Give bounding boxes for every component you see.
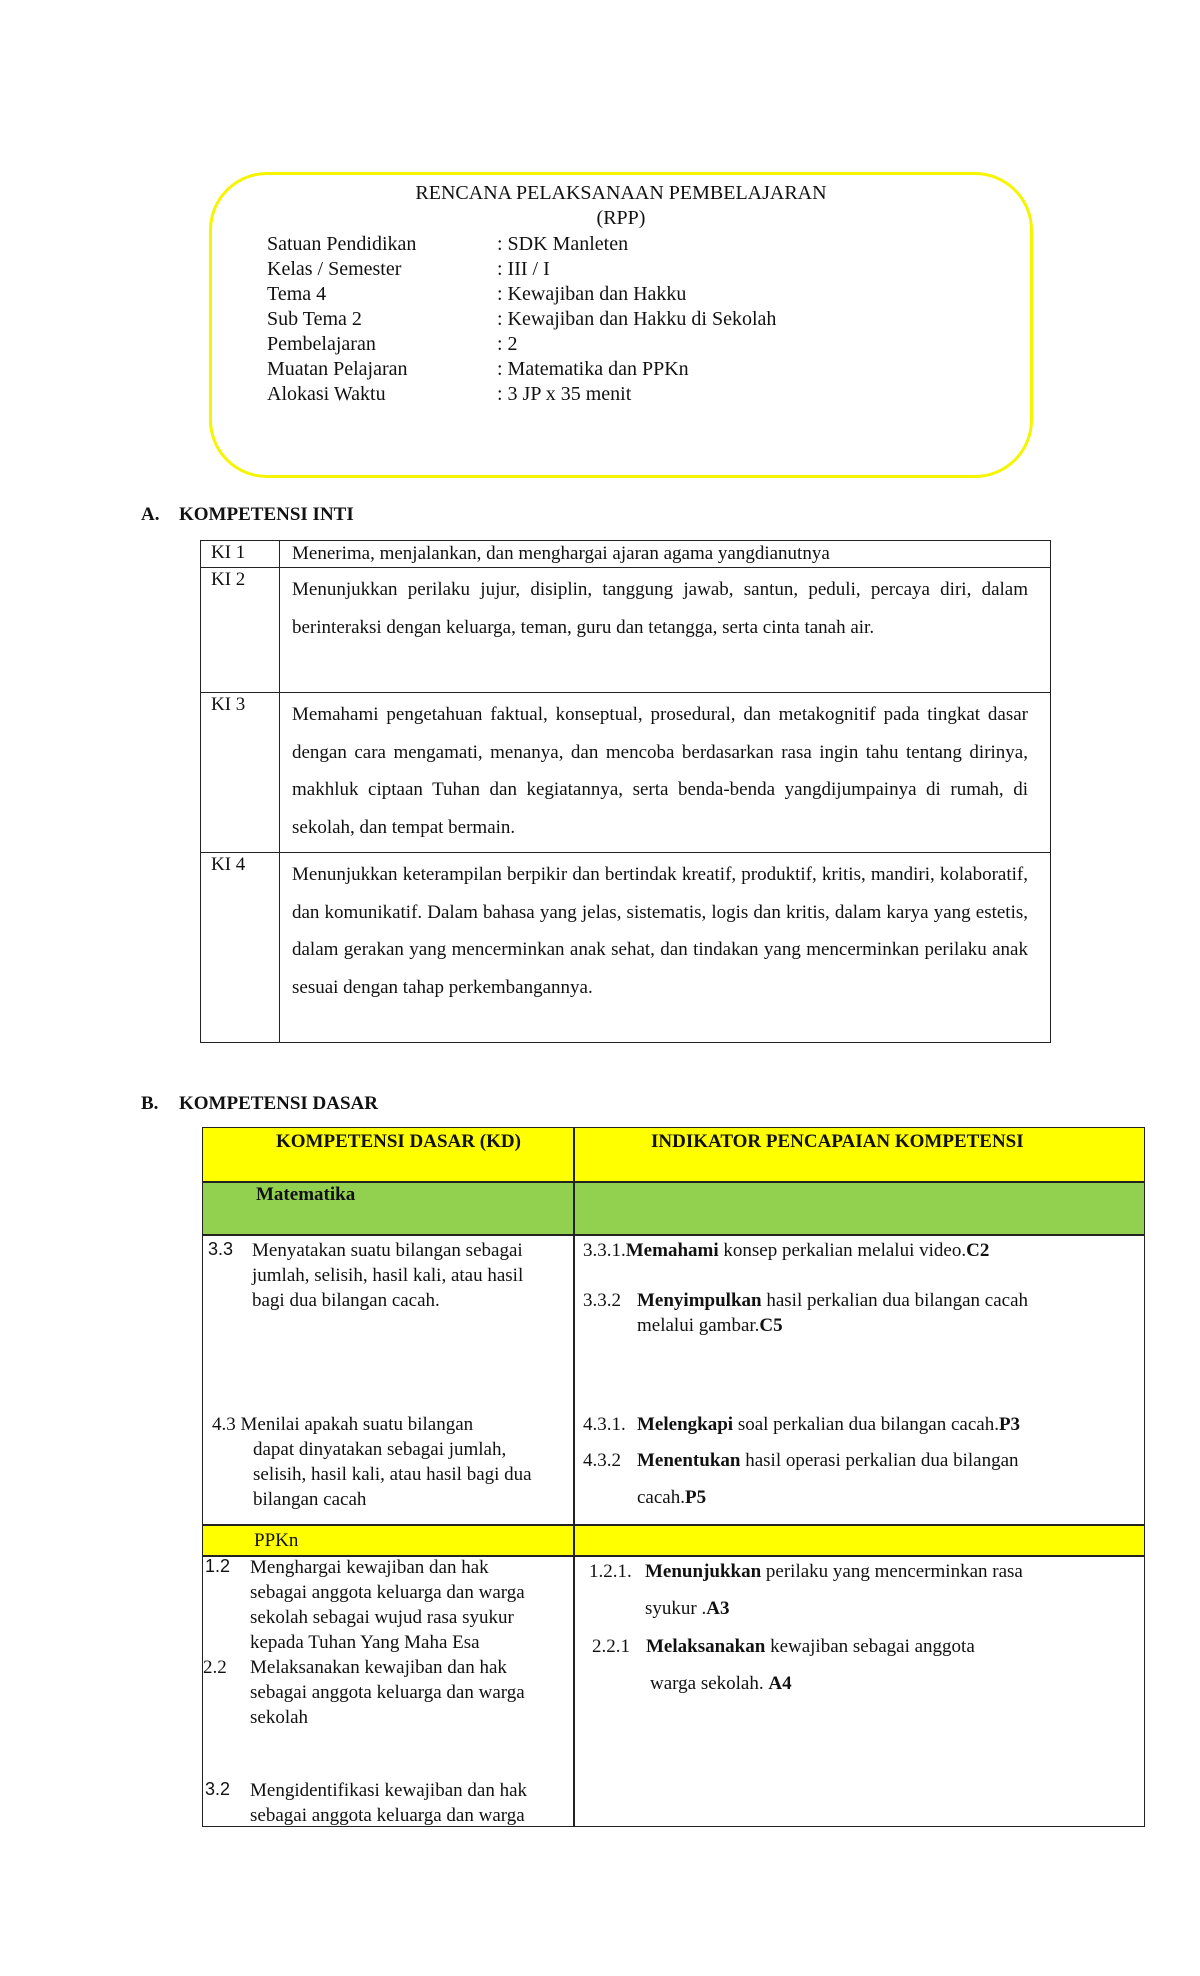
ki-text: Memahami pengetahuan faktual, konseptual, prosedural, dan metakognitif pada tingkat dasar dengan cara mengamati, menanya, dan mencoba berdasarkan rasa ingin tahu tentang dirinya, makhluk ciptaan Tuhan dan kegiatannya, serta benda-benda yangdijumpainya di rumah, di sekolah, dan tempat bermain. [280, 693, 1051, 853]
ipk-verb: Menunjukkan [645, 1561, 762, 1582]
ki-text: Menunjukkan keterampilan berpikir dan bertindak kreatif, produktif, kritis, mandiri, kolaboratif, dan komunikatif. Dalam bahasa yang jelas, sistematis, logis dan kritis, dalam karya yang estetis, dalam gerakan yang mencerminkan anak sehat, dan tindakan yang mencerminkan perilaku anak sesuai dengan tahap perkembangannya. [280, 853, 1051, 1043]
document-title: RENCANA PELAKSANAAN PEMBELAJARAN [415, 182, 827, 204]
header-row-label: Muatan Pelajaran [267, 358, 408, 380]
header-row-value: : III / I [497, 258, 550, 280]
ki-code: KI 1 [201, 541, 280, 568]
ipk-level: A4 [768, 1673, 792, 1694]
section-title: KOMPETENSI INTI [179, 504, 354, 525]
header-row-value: : Kewajiban dan Hakku di Sekolah [497, 308, 777, 330]
ipk-text: konsep perkalian melalui video. [718, 1240, 967, 1261]
kd-text: selisih, hasil kali, atau hasil bagi dua [253, 1464, 532, 1485]
column-divider [573, 1128, 575, 1826]
ipk-item-cont [637, 1485, 706, 1510]
subject-ppkn: PPKn [254, 1530, 299, 1551]
header-row-label: Kelas / Semester [267, 258, 402, 280]
kd-text: jumlah, selisih, hasil kali, atau hasil [252, 1265, 524, 1286]
subject-matematika: Matematika [256, 1184, 356, 1205]
ki-text: Menunjukkan perilaku jujur, disiplin, tanggung jawab, santun, peduli, percaya diri, dalam berinteraksi dengan keluarga, teman, guru dan tetangga, serta cinta tanah air. [280, 568, 1051, 693]
header-row-label: Alokasi Waktu [267, 383, 386, 405]
ipk-verb: Memahami [625, 1240, 719, 1261]
ipk-item [583, 1288, 1028, 1313]
ipk-text: kewajiban sebagai anggota [765, 1636, 975, 1657]
row-divider [203, 1181, 1144, 1183]
header-row-value: : SDK Manleten [497, 233, 629, 255]
kd-text: bilangan cacah [253, 1489, 367, 1510]
header-row-value: : 2 [497, 333, 518, 355]
header-row-label: Tema 4 [267, 283, 327, 305]
ipk-item [589, 1559, 1023, 1584]
ipk-level: P5 [684, 1487, 707, 1508]
section-letter: A. [141, 504, 160, 525]
ipk-item [592, 1634, 975, 1659]
header-row-value: : 3 JP x 35 menit [497, 383, 632, 405]
ipk-verb: Menyimpulkan [637, 1290, 762, 1311]
ipk-level: P3 [998, 1414, 1021, 1435]
table-row [201, 541, 1051, 568]
kd-text: Mengidentifikasi kewajiban dan hak [250, 1780, 528, 1801]
ki-text: Menerima, menjalankan, dan menghargai ajaran agama yangdianutnya [280, 541, 1051, 568]
ipk-item [583, 1238, 989, 1263]
ipk-number: 3.3.1. [583, 1240, 626, 1261]
kd-text: Menghargai kewajiban dan hak [250, 1557, 489, 1578]
ipk-text: warga sekolah. [650, 1673, 769, 1694]
kompetensi-inti-table [200, 540, 1051, 1043]
section-b-heading [141, 1093, 378, 1115]
kd-text: bagi dua bilangan cacah. [252, 1290, 440, 1311]
table-row [201, 693, 1051, 853]
kd-number: 3.2 [205, 1779, 231, 1799]
ipk-number: 3.3.2 [583, 1290, 621, 1311]
document-subtitle: (RPP) [596, 207, 646, 229]
ipk-text: hasil perkalian dua bilangan cacah [761, 1290, 1029, 1311]
kd-text: sebagai anggota keluarga dan warga [250, 1805, 525, 1826]
row-divider [203, 1524, 1144, 1526]
header-row-value: : Matematika dan PPKn [497, 358, 689, 380]
header-row-label: Pembelajaran [267, 333, 376, 355]
section-title: KOMPETENSI DASAR [179, 1093, 378, 1114]
kd-number: 1.2 [205, 1556, 231, 1576]
ipk-number: 4.3.1. [583, 1414, 626, 1435]
ipk-item [583, 1448, 1019, 1473]
ipk-text: cacah. [637, 1487, 685, 1508]
ipk-verb: Menentukan [637, 1450, 741, 1471]
ipk-item-cont [650, 1671, 792, 1696]
kd-text: dapat dinyatakan sebagai jumlah, [253, 1439, 507, 1460]
kd-text: sekolah sebagai wujud rasa syukur [250, 1607, 514, 1628]
ki-code: KI 3 [201, 693, 280, 853]
ipk-verb: Melaksanakan [646, 1636, 766, 1657]
column-header-kd: KOMPETENSI DASAR (KD) [276, 1131, 521, 1152]
kd-text: sebagai anggota keluarga dan warga [250, 1582, 525, 1603]
kd-text: Melaksanakan kewajiban dan hak [250, 1657, 507, 1678]
kd-number: 2.2 [203, 1657, 227, 1678]
ipk-level: A3 [706, 1598, 730, 1619]
ipk-level: C5 [759, 1315, 783, 1336]
ipk-number: 4.3.2 [583, 1450, 621, 1471]
column-header-ipk: INDIKATOR PENCAPAIAN KOMPETENSI [651, 1131, 1024, 1152]
ipk-text: syukur . [645, 1598, 707, 1619]
kd-text: sekolah [250, 1707, 309, 1728]
ipk-text: soal perkalian dua bilangan cacah. [733, 1414, 999, 1435]
kd-text: Menyatakan suatu bilangan sebagai [252, 1240, 523, 1261]
kd-text: 4.3 Menilai apakah suatu bilangan [212, 1414, 474, 1435]
ipk-number: 1.2.1. [589, 1561, 632, 1582]
ipk-verb: Melengkapi [637, 1414, 734, 1435]
ipk-number: 2.2.1 [592, 1636, 630, 1657]
ipk-text: perilaku yang mencerminkan rasa [761, 1561, 1023, 1582]
kd-text: kepada Tuhan Yang Maha Esa [250, 1632, 480, 1653]
kd-number: 3.3 [208, 1239, 234, 1259]
ki-code: KI 4 [201, 853, 280, 1043]
ki-code: KI 2 [201, 568, 280, 693]
kd-text: sebagai anggota keluarga dan warga [250, 1682, 525, 1703]
header-row-label: Sub Tema 2 [267, 308, 362, 330]
header-row-label: Satuan Pendidikan [267, 233, 417, 255]
row-divider [203, 1234, 1144, 1236]
header-row-value: : Kewajiban dan Hakku [497, 283, 687, 305]
ipk-text: melalui gambar. [637, 1315, 760, 1336]
table-row [201, 568, 1051, 693]
section-letter: B. [141, 1093, 159, 1114]
section-a-heading [141, 504, 354, 526]
ipk-item [583, 1412, 1020, 1437]
ipk-item-cont [637, 1313, 783, 1338]
ipk-item-cont [645, 1596, 729, 1621]
header-box [209, 172, 1033, 478]
kompetensi-dasar-table [202, 1127, 1145, 1827]
table-row [201, 853, 1051, 1043]
ipk-text: hasil operasi perkalian dua bilangan [740, 1450, 1019, 1471]
ipk-level: C2 [966, 1240, 990, 1261]
ppkn-band [203, 1526, 1144, 1555]
